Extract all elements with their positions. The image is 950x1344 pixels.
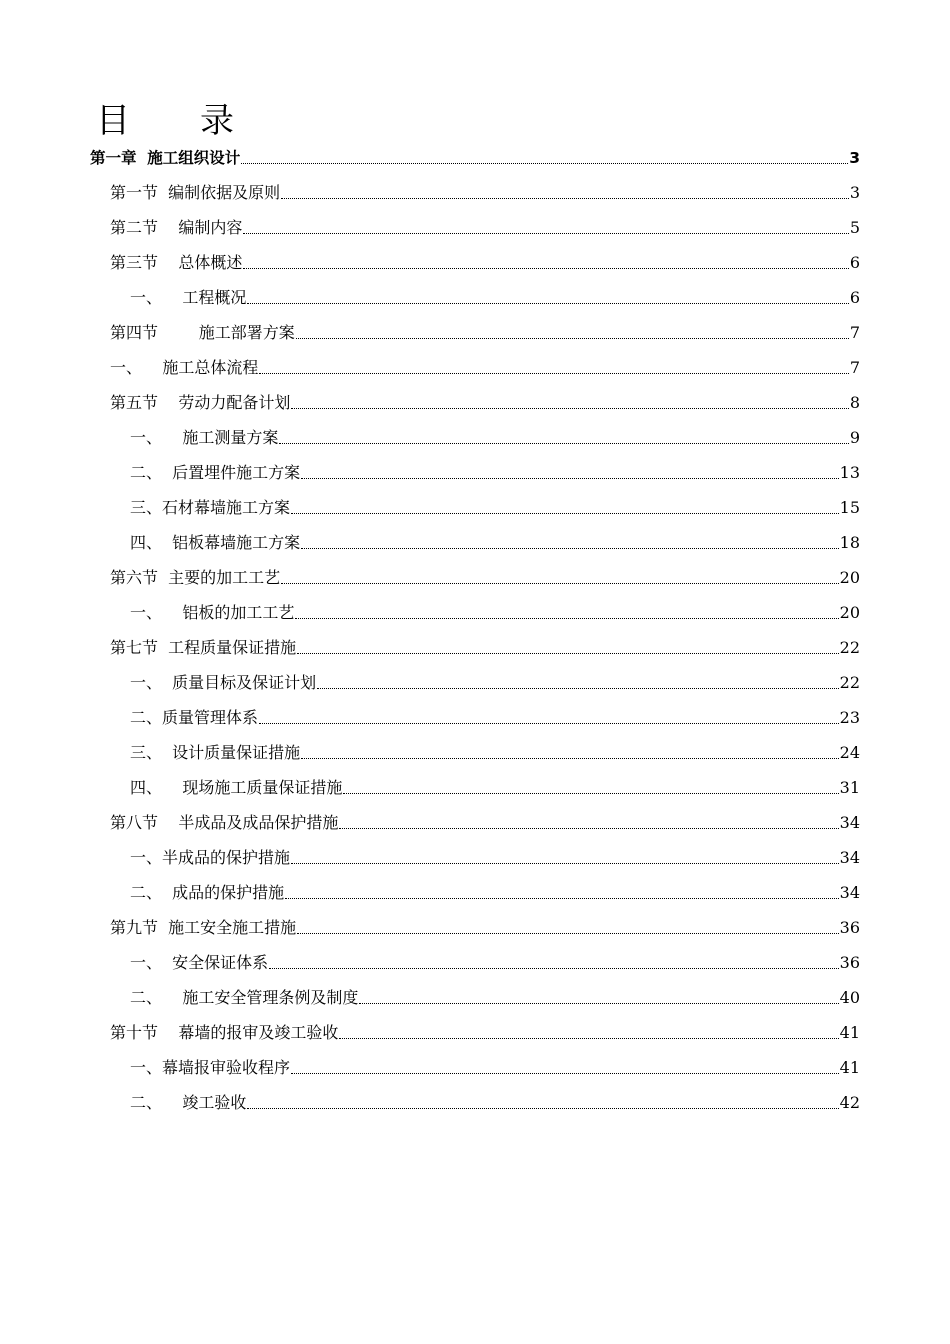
toc-dot-leader xyxy=(279,443,848,444)
toc-entry-label: 第二节 编制内容 xyxy=(110,218,243,237)
toc-section-entry[interactable] xyxy=(90,1012,860,1047)
toc-section-entry[interactable] xyxy=(90,172,860,207)
toc-dot-leader xyxy=(297,653,838,654)
toc-entry-label: 第四节 施工部署方案 xyxy=(110,323,295,342)
toc-page-number: 13 xyxy=(839,463,860,482)
toc-section-entry[interactable] xyxy=(90,382,860,417)
toc-dot-leader xyxy=(247,303,848,304)
toc-item-entry[interactable] xyxy=(90,487,860,522)
toc-dot-leader xyxy=(281,198,849,199)
toc-page-number: 3 xyxy=(849,149,860,167)
toc-page-number: 7 xyxy=(849,358,860,377)
toc-page-number: 40 xyxy=(839,988,860,1007)
toc-entry-label: 一、 安全保证体系 xyxy=(130,953,269,972)
toc-page-number: 20 xyxy=(839,568,860,587)
toc-dot-leader xyxy=(291,863,839,864)
toc-page-number: 41 xyxy=(839,1023,860,1042)
toc-section-entry[interactable] xyxy=(90,802,860,837)
toc-item-entry[interactable] xyxy=(90,662,860,697)
toc-page-number: 31 xyxy=(839,778,860,797)
toc-section-entry[interactable] xyxy=(90,627,860,662)
toc-page-number: 36 xyxy=(839,918,860,937)
toc-entry-label: 三、石材幕墙施工方案 xyxy=(130,498,291,517)
toc-entry-label: 第八节 半成品及成品保护措施 xyxy=(110,813,339,832)
toc-page-number: 34 xyxy=(839,848,860,867)
toc-entry-label: 第九节 施工安全施工措施 xyxy=(110,918,297,937)
toc-dot-leader xyxy=(359,1003,838,1004)
toc-page-number: 24 xyxy=(839,743,860,762)
toc-dot-leader xyxy=(291,1073,839,1074)
toc-entry-label: 四、 铝板幕墙施工方案 xyxy=(130,533,301,552)
toc-entry-label: 二、 竣工验收 xyxy=(130,1093,247,1112)
toc-entry-label: 第七节 工程质量保证措施 xyxy=(110,638,297,657)
toc-page-number: 15 xyxy=(839,498,860,517)
toc-item-entry[interactable] xyxy=(90,1047,860,1082)
toc-entry-label: 第十节 幕墙的报审及竣工验收 xyxy=(110,1023,339,1042)
toc-dot-leader xyxy=(281,583,838,584)
toc-entry-label: 一、 铝板的加工工艺 xyxy=(130,603,295,622)
toc-chapter-entry[interactable] xyxy=(90,137,860,172)
toc-dot-leader xyxy=(285,898,838,899)
toc-page-number: 23 xyxy=(839,708,860,727)
toc-entry-label: 第三节 总体概述 xyxy=(110,253,243,272)
toc-entry-label: 第一章 施工组织设计 xyxy=(90,149,241,167)
toc-title xyxy=(96,101,234,141)
toc-title-char-1: 目 xyxy=(96,101,130,141)
toc-item-entry[interactable] xyxy=(90,942,860,977)
toc-page-number: 36 xyxy=(839,953,860,972)
toc-entry-label: 二、 成品的保护措施 xyxy=(130,883,285,902)
toc-page-number: 34 xyxy=(839,813,860,832)
toc-title-char-2: 录 xyxy=(200,101,234,141)
toc-page-number: 6 xyxy=(849,288,860,307)
toc-dot-leader xyxy=(243,233,848,234)
toc-dot-leader xyxy=(291,408,848,409)
toc-dot-leader xyxy=(317,688,838,689)
toc-entry-label: 一、 质量目标及保证计划 xyxy=(130,673,317,692)
toc-page-number: 7 xyxy=(849,323,860,342)
toc-item-entry[interactable] xyxy=(90,347,860,382)
toc-page-number: 42 xyxy=(839,1093,860,1112)
toc-dot-leader xyxy=(301,548,838,549)
toc-entry-label: 第六节 主要的加工工艺 xyxy=(110,568,281,587)
toc-entry-label: 一、 施工总体流程 xyxy=(110,358,259,377)
toc-dot-leader xyxy=(339,828,838,829)
toc-section-entry[interactable] xyxy=(90,242,860,277)
toc-item-entry[interactable] xyxy=(90,452,860,487)
toc-entry-label: 第五节 劳动力配备计划 xyxy=(110,393,291,412)
toc-entry-label: 四、 现场施工质量保证措施 xyxy=(130,778,343,797)
toc-entry-label: 一、 施工测量方案 xyxy=(130,428,279,447)
toc-page-number: 5 xyxy=(849,218,860,237)
toc-item-entry[interactable] xyxy=(90,872,860,907)
toc-dot-leader xyxy=(295,618,838,619)
toc-section-entry[interactable] xyxy=(90,557,860,592)
toc-entry-label: 三、 设计质量保证措施 xyxy=(130,743,301,762)
toc-page-number: 8 xyxy=(849,393,860,412)
toc-item-entry[interactable] xyxy=(90,592,860,627)
toc-dot-leader xyxy=(243,268,848,269)
toc-page-number: 22 xyxy=(839,673,860,692)
toc-page-number: 9 xyxy=(849,428,860,447)
toc-page-number: 6 xyxy=(849,253,860,272)
toc-list xyxy=(90,137,860,1117)
toc-dot-leader xyxy=(259,723,839,724)
toc-section-entry[interactable] xyxy=(90,207,860,242)
toc-entry-label: 二、质量管理体系 xyxy=(130,708,259,727)
toc-dot-leader xyxy=(343,793,838,794)
toc-entry-label: 二、 施工安全管理条例及制度 xyxy=(130,988,359,1007)
toc-dot-leader xyxy=(301,758,838,759)
toc-page-number: 22 xyxy=(839,638,860,657)
toc-entry-label: 第一节 编制依据及原则 xyxy=(110,183,281,202)
toc-item-entry[interactable] xyxy=(90,732,860,767)
toc-dot-leader xyxy=(339,1038,838,1039)
toc-item-entry[interactable] xyxy=(90,837,860,872)
toc-item-entry[interactable] xyxy=(90,977,860,1012)
toc-dot-leader xyxy=(296,338,849,339)
toc-page-number: 3 xyxy=(849,183,860,202)
toc-dot-leader xyxy=(301,478,838,479)
toc-entry-label: 一、幕墙报审验收程序 xyxy=(130,1058,291,1077)
toc-section-entry[interactable] xyxy=(90,907,860,942)
toc-dot-leader xyxy=(241,163,848,164)
toc-item-entry[interactable] xyxy=(90,1082,860,1117)
toc-dot-leader xyxy=(291,513,839,514)
toc-item-entry[interactable] xyxy=(90,277,860,312)
toc-item-entry[interactable] xyxy=(90,767,860,802)
toc-dot-leader xyxy=(269,968,838,969)
toc-entry-label: 一、 工程概况 xyxy=(130,288,247,307)
toc-page-number: 34 xyxy=(839,883,860,902)
toc-dot-leader xyxy=(297,933,838,934)
toc-dot-leader xyxy=(247,1108,838,1109)
toc-section-entry[interactable] xyxy=(90,312,860,347)
toc-entry-label: 二、 后置埋件施工方案 xyxy=(130,463,301,482)
toc-dot-leader xyxy=(259,373,848,374)
toc-item-entry[interactable] xyxy=(90,697,860,732)
toc-page-number: 20 xyxy=(839,603,860,622)
toc-page-number: 18 xyxy=(839,533,860,552)
toc-item-entry[interactable] xyxy=(90,417,860,452)
toc-entry-label: 一、半成品的保护措施 xyxy=(130,848,291,867)
toc-item-entry[interactable] xyxy=(90,522,860,557)
toc-page-number: 41 xyxy=(839,1058,860,1077)
